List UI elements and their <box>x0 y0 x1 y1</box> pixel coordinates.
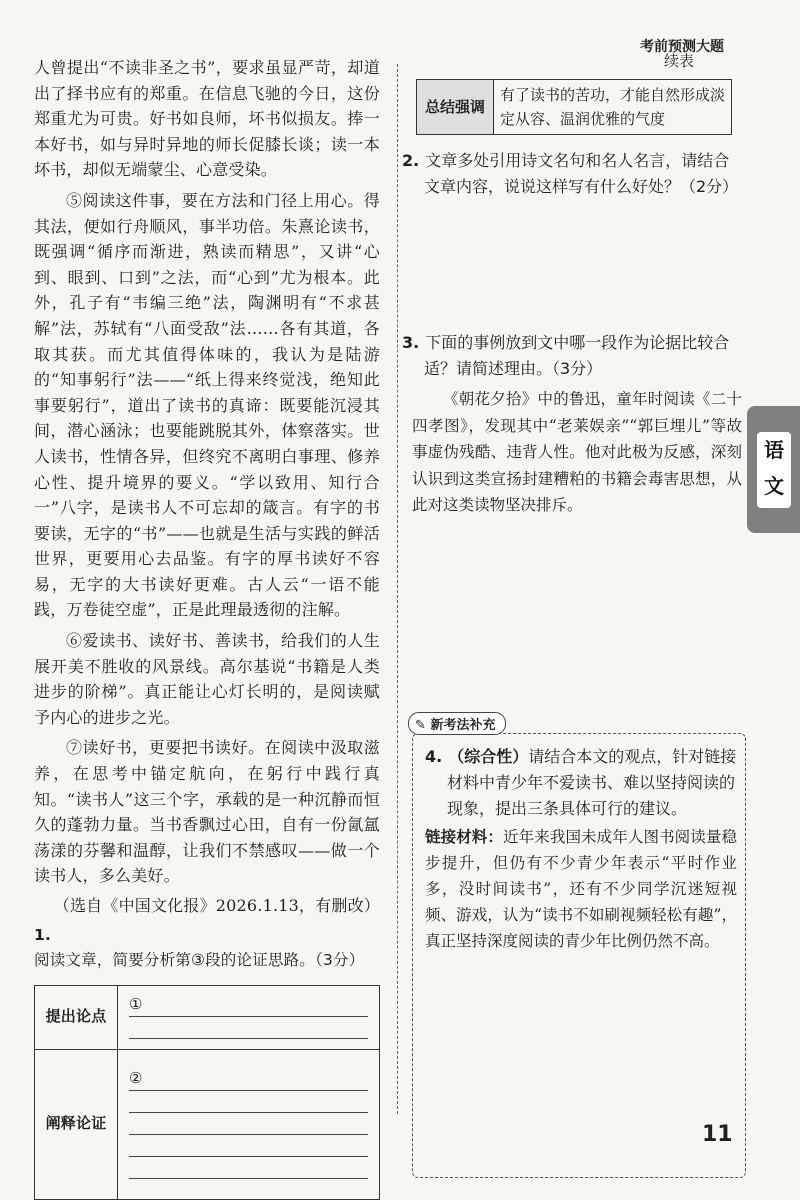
new-exam-tag-label: 新考法补充 <box>430 718 496 733</box>
answer-line[interactable] <box>129 995 368 1017</box>
question-text: 请结合本文的观点，针对链接材料中青少年不爱读书、难以坚持阅读的现象，提出三条具体可行的建议。 <box>447 747 737 818</box>
side-tab-char: 语 <box>764 438 784 462</box>
page-header: 考前预测大题 <box>640 39 724 55</box>
question-text: 下面的事例放到文中哪一段作为论据比较合适？请简述理由。（3分） <box>424 333 730 378</box>
q1-answer-table <box>34 985 380 1200</box>
material-label: 链接材料： <box>425 828 504 846</box>
continued-label: 续表 <box>663 52 694 70</box>
answer-line[interactable] <box>129 1069 368 1091</box>
table-row-label: 阐释论证 <box>35 1049 118 1199</box>
question-2 <box>394 148 744 200</box>
answer-cell[interactable] <box>118 1049 380 1199</box>
table-row-label: 提出论点 <box>35 985 118 1049</box>
question-number: 4. <box>425 747 443 766</box>
passage-paragraph: ⑤阅读这件事，要在方法和门径上用心。得其法，便如行舟顺风，事半功倍。朱熹论读书，既强调“循序而渐进，熟读而精思”，又讲“心到、眼到、口到”之法，而“心到”尤为根本。此外，孔子有“韦编三绝”法，陶渊明有“不求甚解”法，苏轼有“八面受敌”法……各有其道，各取其获。而尤其值得体味的，我认为是陆游的“知事躬行”法——“纸上得来终觉浅，绝知此事要躬行”，道出了读书的真谛：既要能沉浸其间，潜心涵泳；也要能跳脱其外，体察落实。世人读书，性情各异，但终究不离明白事理、修养心性、提升境界的要义。“学以致用、知行合一”八字，是读书人不可忘却的箴言。有字的书要读，无字的“书”——也就是生活与实践的鲜活世界，更要用心去品鉴。有字的厚书读好不容易，无字的大书读好更难。古人云“一语不能践，万卷徒空虚”，正是此理最透彻的注解。 <box>34 190 380 620</box>
answer-line[interactable] <box>129 1135 368 1157</box>
question-3 <box>394 330 744 382</box>
question-type: （综合性） <box>448 747 529 766</box>
answer-line[interactable] <box>129 1157 368 1179</box>
answer-marker: ① <box>129 995 143 1014</box>
answer-marker: ② <box>129 1069 143 1088</box>
answer-cell[interactable] <box>118 985 380 1049</box>
new-exam-box <box>412 733 746 1178</box>
passage-paragraph: ⑦读好书，更要把书读好。在阅读中汲取滋养，在思考中锚定航向，在躬行中践行真知。“读书人”这三个字，承载的是一种沉静而恒久的蓬勃力量。当书香飘过心田，自有一份氤氲荡漾的芬馨和温醇，让我们不禁感叹——做一个读书人，多么美好。 <box>34 738 380 886</box>
summary-text: 有了读书的苦功，才能自然形成淡定从容、温润优雅的气度 <box>494 80 732 135</box>
pencil-icon: ✎ <box>415 718 426 733</box>
question-4 <box>425 744 737 954</box>
question-text: 阅读文章，简要分析第③段的论证思路。（3分） <box>34 950 365 969</box>
question-number: 2. <box>402 151 420 170</box>
question-text: 文章多处引用诗文名句和名人名言，请结合文章内容，说说这样写有什么好处？（2分） <box>424 151 739 196</box>
linked-material <box>425 824 737 954</box>
side-tab-char: 文 <box>764 474 784 498</box>
answer-line[interactable] <box>129 1113 368 1135</box>
summary-table <box>416 79 732 135</box>
material-text: 近年来我国未成年人图书阅读量稳步提升，但仍有不少青少年表示“平时作业多，没时间读书”，还有不少同学沉迷短视频、游戏，认为“读书不如刷视频轻松有趣”，真正坚持深度阅读的青少年比例仍然不高。 <box>425 828 737 950</box>
question-number: 1. <box>34 925 52 944</box>
subject-side-tab <box>747 406 800 533</box>
left-column <box>34 55 380 1200</box>
column-divider <box>397 64 398 1114</box>
right-column <box>394 50 746 950</box>
new-exam-tag <box>408 712 506 735</box>
question-1 <box>34 923 380 973</box>
answer-line[interactable] <box>129 1017 368 1039</box>
answer-line[interactable] <box>129 1091 368 1113</box>
question-number: 3. <box>402 333 420 352</box>
passage-paragraph: 人曾提出“不读非圣之书”，要求虽显严苛，却道出了择书应有的郑重。在信息飞驰的今日，这份郑重尤为可贵。好书如良师，坏书似损友。捧一本好书，如与异时异地的师长促膝长谈；读一本坏书，却似无端蒙尘、心意受染。 <box>34 58 380 180</box>
passage-source: （选自《中国文化报》2026.1.13，有删改） <box>53 896 380 915</box>
passage-paragraph: ⑥爱读书、读好书、善读书，给我们的人生展开美不胜收的风景线。高尔基说“书籍是人类进步的阶梯”。真正能让心灯长明的，是阅读赋予内心的进步之光。 <box>34 631 380 727</box>
summary-label: 总结强调 <box>417 80 494 135</box>
q3-example-quote: 《朝花夕拾》中的鲁迅，童年时阅读《二十四孝图》，发现其中“老莱娱亲”“郭巨埋儿”等故事虚伪残酷、违背人性。他对此极为反感，深刻认识到这类宣扬封建糟粕的书籍会毒害思想，从此对这类读物坚决排斥。 <box>412 390 742 514</box>
page-number: 11 <box>702 1122 733 1147</box>
